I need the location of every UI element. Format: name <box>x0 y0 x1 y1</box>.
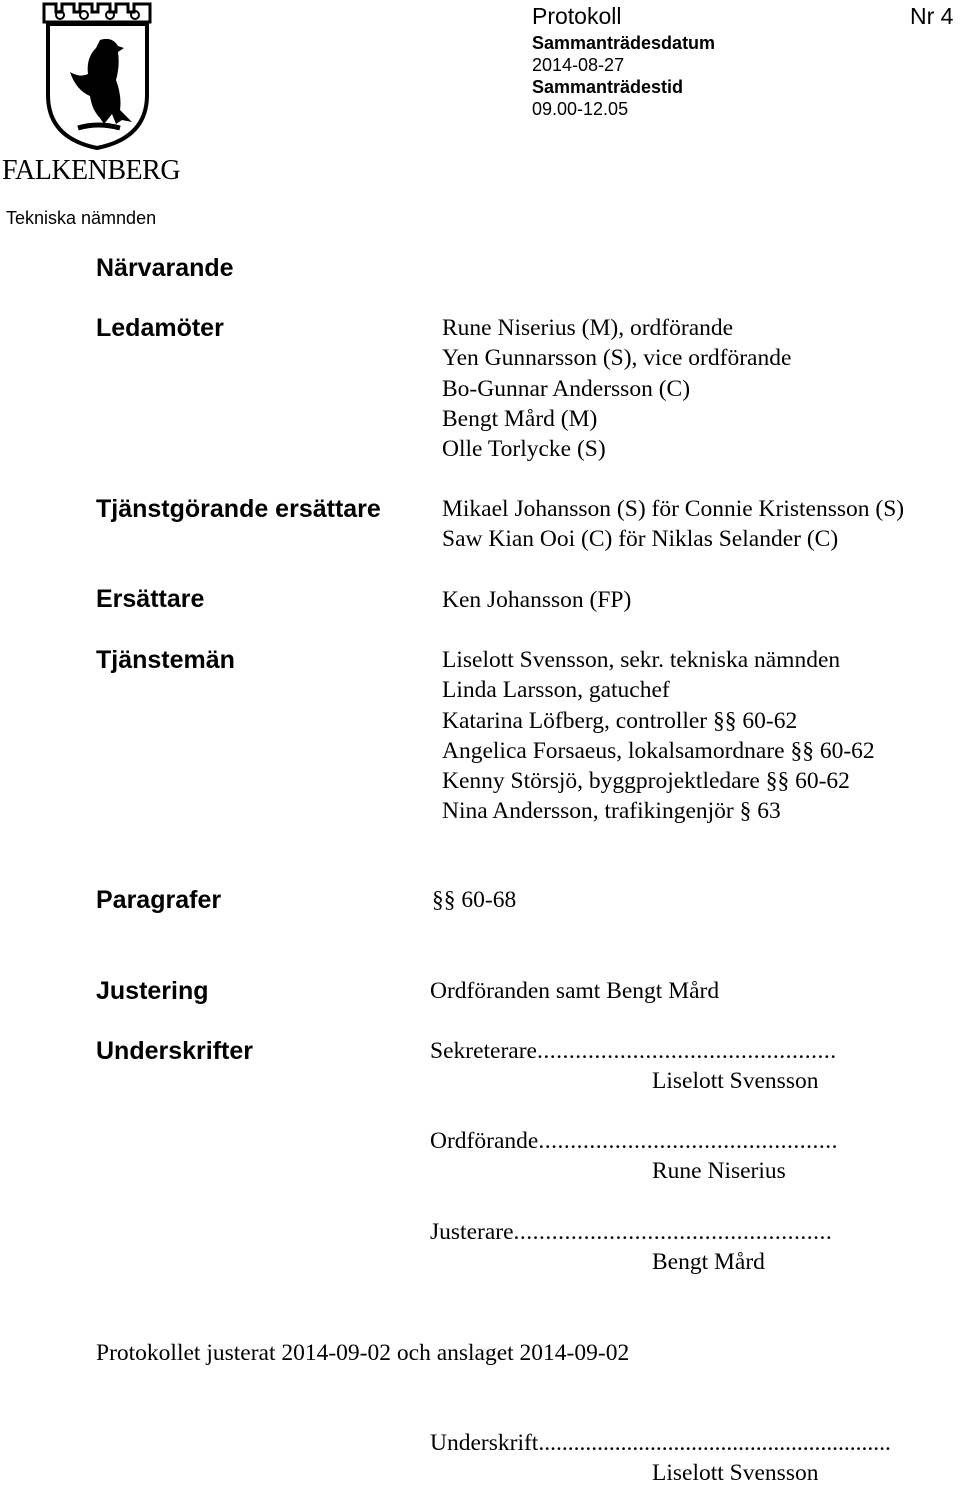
paragraphs-value: §§ 60-68 <box>432 887 517 913</box>
meeting-date-label: Sammanträdesdatum <box>532 33 716 53</box>
members-label: Ledamöter <box>96 314 224 342</box>
signature-row-adjuster <box>430 1217 832 1247</box>
footer-signature-row <box>430 1428 891 1458</box>
adjustment-label: Justering <box>96 977 209 1005</box>
signature-name: Bengt Mård <box>652 1249 765 1275</box>
list-item: Kenny Störsjö, byggprojektledare §§ 60-62 <box>442 768 850 795</box>
list-item: Ken Johansson (FP) <box>442 587 632 613</box>
attendance-heading: Närvarande <box>96 254 234 282</box>
committee-name: Tekniska nämnden <box>6 208 157 228</box>
signatures-label: Underskrifter <box>96 1037 253 1065</box>
officials-label: Tjänstemän <box>96 646 235 674</box>
list-item: Angelica Forsaeus, lokalsamordnare §§ 60-62 <box>442 737 875 764</box>
substitutes-list <box>442 585 631 615</box>
document-title: Protokoll <box>532 3 622 29</box>
signature-line: .................................................. <box>513 1219 833 1245</box>
meeting-time-label: Sammanträdestid <box>532 77 684 97</box>
signature-role: Underskrift <box>430 1430 539 1456</box>
list-item: Yen Gunnarsson (S), vice ordförande <box>442 345 792 372</box>
meeting-date-value: 2014-08-27 <box>532 55 625 75</box>
list-item: Saw Kian Ooi (C) för Niklas Selander (C) <box>442 526 839 553</box>
signature-name: Rune Niserius <box>652 1158 786 1184</box>
list-item: Liselott Svensson, sekr. tekniska nämnden <box>442 647 841 673</box>
list-item: Katarina Löfberg, controller §§ 60-62 <box>442 707 798 734</box>
signature-role: Sekreterare <box>430 1038 537 1064</box>
signature-row-chair <box>430 1126 838 1156</box>
substitutes-label: Ersättare <box>96 585 205 613</box>
signature-row-secretary <box>430 1036 837 1066</box>
signature-line: ............................................... <box>538 1128 838 1154</box>
list-item: Olle Torlycke (S) <box>442 436 606 463</box>
list-item: Rune Niserius (M), ordförande <box>442 315 734 341</box>
signature-role: Ordförande <box>430 1128 539 1154</box>
coat-of-arms-logo <box>40 0 155 150</box>
list-item: Bengt Mård (M) <box>442 405 598 432</box>
serving-substitutes-label: Tjänstgörande ersättare <box>96 495 381 523</box>
serving-substitutes-list <box>442 494 904 555</box>
adjustment-value: Ordföranden samt Bengt Mård <box>430 978 720 1004</box>
list-item: Mikael Johansson (S) för Connie Kristensson (S) <box>442 496 905 522</box>
list-item: Nina Andersson, trafikingenjör § 63 <box>442 798 781 825</box>
list-item: Bo-Gunnar Andersson (C) <box>442 375 691 402</box>
signature-line: ............................................................ <box>538 1430 891 1456</box>
signature-name: Liselott Svensson <box>652 1460 819 1486</box>
officials-list <box>442 645 875 827</box>
list-item: Linda Larsson, gatuchef <box>442 677 670 704</box>
members-list <box>442 313 791 464</box>
protocol-number: Nr 4 <box>910 3 954 29</box>
signature-name: Liselott Svensson <box>652 1068 819 1094</box>
signature-role: Justerare <box>430 1219 514 1245</box>
meeting-time-value: 09.00-12.05 <box>532 99 629 119</box>
adjustment-posting-statement: Protokollet justerat 2014-09-02 och anslaget 2014-09-02 <box>96 1340 630 1366</box>
municipality-name: FALKENBERG <box>2 155 181 186</box>
signature-line: ............................................... <box>536 1038 837 1064</box>
paragraphs-label: Paragrafer <box>96 886 222 914</box>
